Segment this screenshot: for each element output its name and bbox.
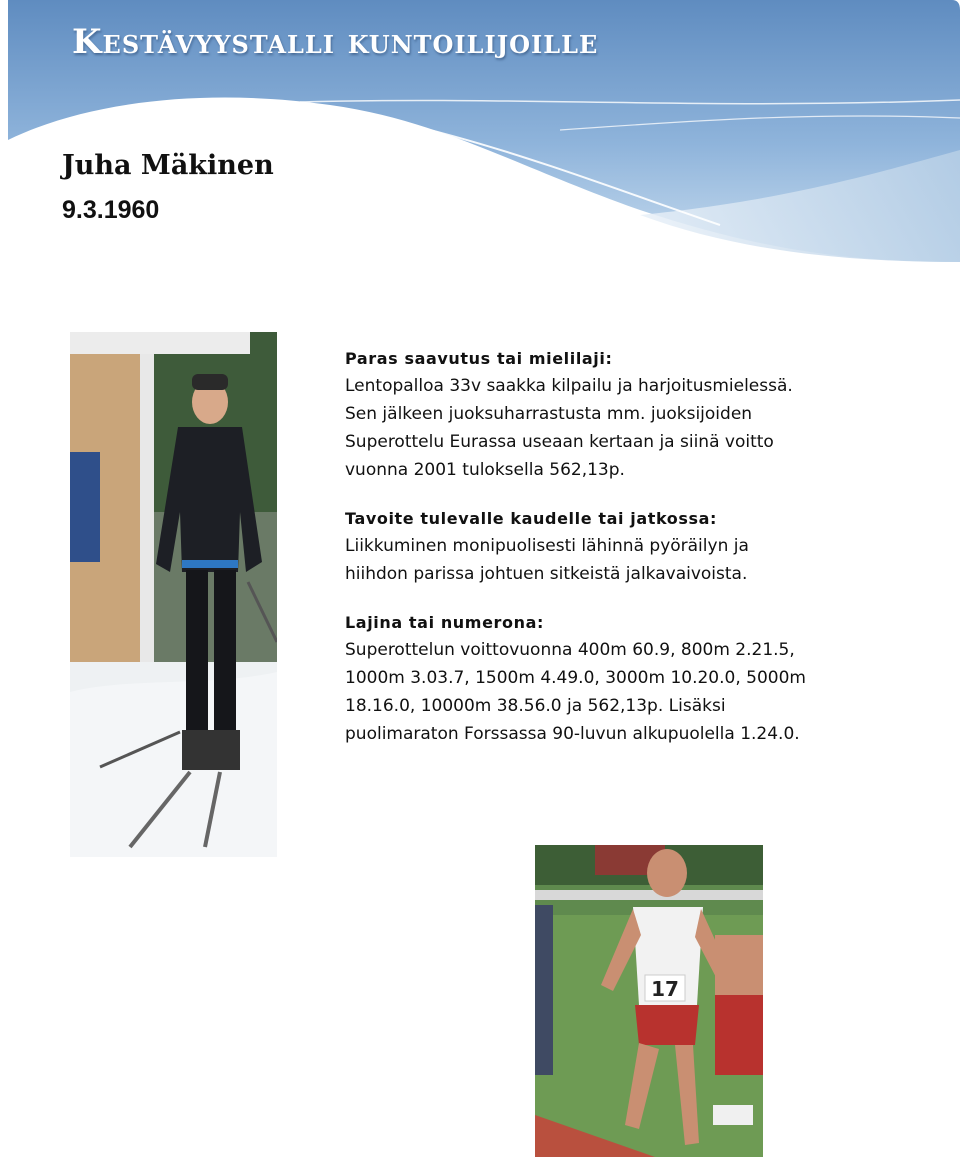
profile-info	[345, 346, 905, 770]
runner-photo	[535, 845, 763, 1157]
section-text-line: Superottelu Eurassa useaan kertaan ja siinä voitto	[345, 432, 774, 452]
section-text-line: hiihdon parissa johtuen sitkeistä jalkavaivoista.	[345, 564, 748, 584]
section-text-line: Sen jälkeen juoksuharrastusta mm. juoksijoiden	[345, 404, 753, 424]
section-text-line: 18.16.0, 10000m 38.56.0 ja 562,13p. Lisäksi	[345, 696, 726, 716]
section-text-line: 1000m 3.03.7, 1500m 4.49.0, 3000m 10.20.0, 5000m	[345, 668, 806, 688]
section-text-line: Lentopalloa 33v saakka kilpailu ja harjoitusmielessä.	[345, 376, 793, 396]
section-text-line: Superottelun voittovuonna 400m 60.9, 800m 2.21.5,	[345, 640, 795, 660]
section-heading: Lajina tai numerona:	[345, 613, 544, 632]
person-birth-date: 9.3.1960	[62, 196, 160, 224]
section-results	[345, 610, 905, 748]
person-name: Juha Mäkinen	[62, 150, 274, 181]
section-heading: Paras saavutus tai mielilaji:	[345, 349, 613, 368]
runner-bib-number: 17	[651, 977, 679, 1001]
section-heading: Tavoite tulevalle kaudelle tai jatkossa:	[345, 509, 718, 528]
section-text-line: Liikkuminen monipuolisesti lähinnä pyöräilyn ja	[345, 536, 749, 556]
section-text-line: vuonna 2001 tuloksella 562,13p.	[345, 460, 625, 480]
section-goal	[345, 506, 905, 588]
skier-photo	[70, 332, 277, 857]
header-title: Kestävyystalli kuntoilijoille	[72, 22, 599, 62]
section-text-line: puolimaraton Forssassa 90-luvun alkupuolella 1.24.0.	[345, 724, 800, 744]
section-best-achievement	[345, 346, 905, 484]
